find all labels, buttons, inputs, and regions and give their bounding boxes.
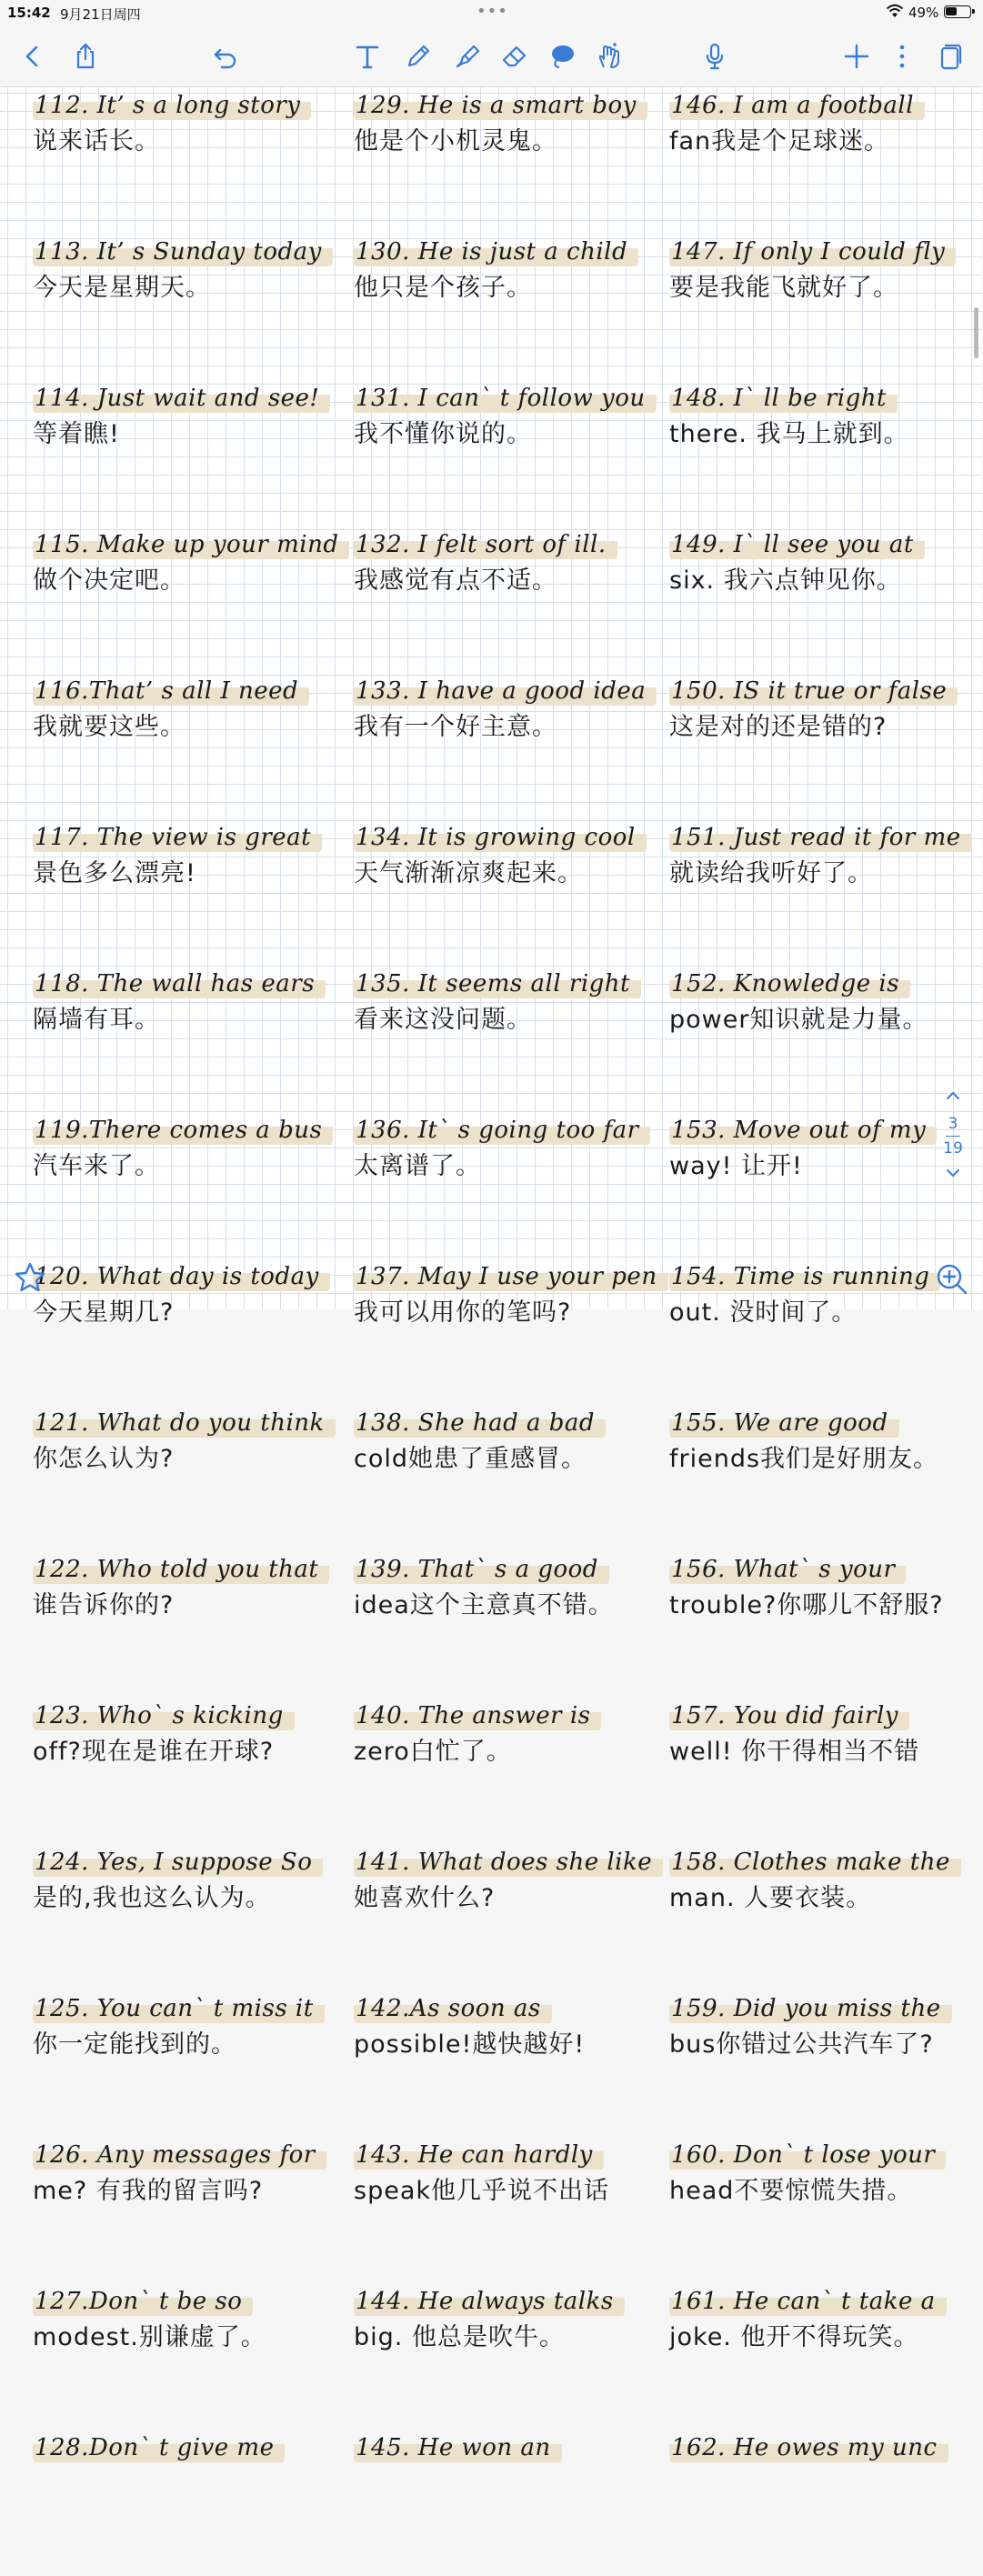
english-phrase: 156. What` s your [669, 1551, 906, 1588]
note-entry [669, 380, 983, 526]
english-phrase: 122. Who told you that [33, 1551, 329, 1588]
chinese-translation: cold她患了重感冒。 [354, 1445, 587, 1473]
chinese-translation: 这是对的还是错的? [669, 713, 888, 741]
chinese-translation: off?现在是谁在开球? [33, 1738, 275, 1766]
page-down-icon[interactable] [933, 1165, 973, 1192]
english-phrase: 145. He won an [354, 2430, 562, 2466]
english-phrase: 152. Knowledge is [669, 966, 910, 1002]
english-phrase: 129. He is a smart boy [354, 87, 647, 124]
chinese-translation: trouble?你哪儿不舒服? [669, 1591, 944, 1619]
english-phrase: 116.That’ s all I need [33, 673, 309, 709]
eraser-tool-icon[interactable] [497, 38, 533, 75]
english-phrase: 118. The wall has ears [33, 966, 326, 1002]
english-phrase: 141. What does she like [354, 1844, 663, 1880]
total-pages-number: 19 [943, 1139, 963, 1158]
english-phrase: 123. Who` s kicking [33, 1698, 295, 1734]
note-entry [669, 2430, 983, 2576]
english-phrase: 150. IS it true or false [669, 673, 958, 709]
chinese-translation: 汽车来了。 [33, 1152, 160, 1180]
english-phrase: 130. He is just a child [354, 234, 638, 270]
note-entry [354, 87, 667, 234]
chinese-translation: well! 你干得相当不错 [669, 1738, 920, 1766]
english-phrase: 112. It’ s a long story [33, 87, 311, 124]
pages-icon[interactable] [931, 38, 968, 75]
chinese-translation: speak他几乎说不出话 [354, 2177, 609, 2205]
page-up-icon[interactable] [933, 1088, 973, 1115]
english-phrase: 148. I` ll be right [669, 380, 898, 416]
english-phrase: 154. Time is running [669, 1258, 940, 1295]
english-phrase: 136. It` s going too far [354, 1112, 650, 1148]
chinese-translation: 隔墙有耳。 [33, 1006, 160, 1034]
note-entry [669, 526, 983, 673]
chinese-translation: 做个决定吧。 [33, 566, 186, 595]
notes-column-2 [354, 87, 667, 2576]
note-entry [33, 1551, 346, 1698]
chinese-translation: 就读给我听好了。 [669, 859, 873, 887]
note-entry [33, 2283, 346, 2430]
note-entry [669, 1844, 983, 1990]
note-entry [33, 87, 346, 234]
battery-icon [944, 5, 971, 18]
chinese-translation: 我可以用你的笔吗? [354, 1298, 572, 1327]
chinese-translation: 她喜欢什么? [354, 1884, 496, 1912]
note-entry [354, 526, 667, 673]
note-entry [354, 819, 667, 966]
chinese-translation: fan我是个足球迷。 [669, 127, 890, 155]
toolbar [0, 25, 982, 87]
chinese-translation: idea这个主意真不错。 [354, 1591, 614, 1619]
favorite-star-icon[interactable] [9, 1257, 55, 1302]
note-entry [354, 2137, 667, 2283]
share-icon[interactable] [67, 38, 104, 75]
english-phrase: 114. Just wait and see! [33, 380, 330, 416]
zoom-icon[interactable] [931, 1258, 977, 1304]
chinese-translation: 景色多么漂亮! [33, 859, 196, 887]
note-entry [669, 87, 983, 234]
chinese-translation: possible!越快越好! [354, 2030, 586, 2059]
note-entry [354, 1844, 667, 1990]
wifi-icon [886, 4, 904, 22]
notes-column-3 [669, 87, 983, 2576]
chinese-translation: 太离谱了。 [354, 1152, 481, 1180]
page-divider [946, 1136, 960, 1137]
note-entry [669, 234, 983, 380]
note-entry [33, 234, 346, 380]
pen-tool-icon[interactable] [400, 38, 436, 75]
chinese-translation: power知识就是力量。 [669, 1006, 928, 1034]
chinese-translation: joke. 他开不得玩笑。 [669, 2323, 919, 2351]
note-entry [33, 2137, 346, 2283]
note-entry [33, 1698, 346, 1844]
english-phrase: 147. If only I could fly [669, 234, 956, 270]
text-tool-icon[interactable] [349, 38, 386, 75]
chinese-translation: me? 有我的留言吗? [33, 2177, 264, 2205]
english-phrase: 113. It’ s Sunday today [33, 234, 333, 270]
note-entry [33, 526, 346, 673]
english-phrase: 137. May I use your pen [354, 1258, 668, 1295]
english-phrase: 139. That` s a good [354, 1551, 609, 1588]
chinese-translation: 要是我能飞就好了。 [669, 274, 898, 302]
chinese-translation: 等着瞧! [33, 420, 120, 448]
chinese-translation: 你怎么认为? [33, 1445, 175, 1473]
english-phrase: 161. He can` t take a [669, 2283, 947, 2320]
note-entry [354, 966, 667, 1112]
english-phrase: 158. Clothes make the [669, 1844, 961, 1880]
note-entry [669, 2283, 983, 2430]
english-phrase: 120. What day is today [33, 1258, 330, 1295]
english-phrase: 149. I` ll see you at [669, 526, 925, 563]
current-page-number: 3 [948, 1115, 958, 1133]
english-phrase: 117. The view is great [33, 819, 322, 856]
note-entry [669, 1698, 983, 1844]
english-phrase: 144. He always talks [354, 2283, 625, 2320]
english-phrase: 155. We are good [669, 1405, 899, 1441]
english-phrase: 125. You can` t miss it [33, 1990, 325, 2027]
note-entry [669, 1990, 983, 2137]
english-phrase: 124. Yes, I suppose So [33, 1844, 323, 1880]
chinese-translation: 天气渐渐凉爽起来。 [354, 859, 583, 887]
english-phrase: 162. He owes my unc [669, 2430, 948, 2466]
chinese-translation: big. 他总是吹牛。 [354, 2323, 565, 2351]
note-entry [354, 2283, 667, 2430]
chinese-translation: zero白忙了。 [354, 1738, 512, 1766]
note-entry [354, 673, 667, 819]
english-phrase: 115. Make up your mind [33, 526, 349, 563]
chinese-translation: modest.别谦虚了。 [33, 2323, 266, 2351]
note-entry [354, 1112, 667, 1258]
chinese-translation: bus你错过公共汽车了? [669, 2030, 934, 2059]
note-entry [669, 1405, 983, 1551]
english-phrase: 127.Don` t be so [33, 2283, 253, 2320]
chinese-translation: way! 让开! [669, 1152, 803, 1180]
chinese-translation: friends我们是好朋友。 [669, 1445, 939, 1473]
hand-tool-icon[interactable] [591, 38, 627, 75]
highlighter-tool-icon[interactable] [449, 38, 486, 75]
battery-percent: 49% [908, 5, 939, 21]
notes-column-1 [33, 87, 346, 2576]
chinese-translation: 说来话长。 [33, 127, 160, 155]
english-phrase: 134. It is growing cool [354, 819, 647, 856]
english-phrase: 135. It seems all right [354, 966, 641, 1002]
page-indicator [933, 1088, 973, 1215]
note-entry [33, 819, 346, 966]
microphone-icon[interactable] [697, 38, 733, 75]
note-entry [354, 1405, 667, 1551]
note-entry [354, 2430, 667, 2576]
note-entry [33, 966, 346, 1112]
note-entry [354, 380, 667, 526]
scrollbar-thumb[interactable] [974, 307, 978, 358]
note-entry [669, 819, 983, 966]
note-entry [33, 380, 346, 526]
note-entry [354, 1698, 667, 1844]
english-phrase: 131. I can` t follow you [354, 380, 657, 416]
chinese-translation: 我不懂你说的。 [354, 420, 532, 448]
chinese-translation: 谁告诉你的? [33, 1591, 175, 1619]
note-entry [33, 1990, 346, 2137]
english-phrase: 151. Just read it for me [669, 819, 972, 856]
note-entry [33, 2430, 346, 2576]
note-entry [33, 1405, 346, 1551]
chinese-translation: head不要惊慌失措。 [669, 2177, 913, 2205]
chinese-translation: 是的,我也这么认为。 [33, 1884, 271, 1912]
more-icon[interactable] [884, 38, 920, 75]
english-phrase: 142.As soon as [354, 1990, 552, 2027]
english-phrase: 119.There comes a bus [33, 1112, 333, 1148]
english-phrase: 157. You did fairly [669, 1698, 909, 1734]
note-entry [669, 1551, 983, 1698]
chinese-translation: 他只是个孩子。 [354, 274, 532, 302]
notebook-page[interactable] [0, 87, 982, 2461]
note-entry [33, 1258, 346, 1405]
note-entry [33, 673, 346, 819]
chinese-translation: six. 我六点钟见你。 [669, 566, 902, 595]
multitasking-dots-icon[interactable]: ••• [476, 2, 508, 21]
english-phrase: 138. She had a bad [354, 1405, 606, 1441]
chinese-translation: out. 没时间了。 [669, 1298, 858, 1327]
english-phrase: 159. Did you miss the [669, 1990, 952, 2027]
note-entry [354, 1258, 667, 1405]
note-entry [354, 1551, 667, 1698]
status-date: 9月21日周四 [60, 6, 141, 23]
undo-icon[interactable] [207, 38, 244, 75]
chinese-translation: 看来这没问题。 [354, 1006, 532, 1034]
back-icon[interactable] [15, 38, 51, 75]
english-phrase: 128.Don` t give me [33, 2430, 285, 2466]
lasso-tool-icon[interactable] [544, 38, 580, 75]
add-icon[interactable] [838, 38, 875, 75]
note-entry [354, 234, 667, 380]
status-bar [0, 0, 982, 25]
note-entry [33, 1112, 346, 1258]
chinese-translation: there. 我马上就到。 [669, 420, 909, 448]
note-entry [33, 1844, 346, 1990]
note-entry [354, 1990, 667, 2137]
chinese-translation: man. 人要衣装。 [669, 1884, 872, 1912]
english-phrase: 160. Don` t lose your [669, 2137, 946, 2173]
english-phrase: 140. The answer is [354, 1698, 601, 1734]
english-phrase: 146. I am a football [669, 87, 925, 124]
chinese-translation: 今天星期几? [33, 1298, 175, 1327]
chinese-translation: 我感觉有点不适。 [354, 566, 557, 595]
chinese-translation: 我有一个好主意。 [354, 713, 557, 741]
english-phrase: 132. I felt sort of ill. [354, 526, 617, 563]
english-phrase: 126. Any messages for [33, 2137, 326, 2173]
chinese-translation: 我就要这些。 [33, 713, 186, 741]
english-phrase: 133. I have a good idea [354, 673, 657, 709]
note-entry [669, 673, 983, 819]
english-phrase: 153. Move out of my [669, 1112, 937, 1148]
chinese-translation: 今天是星期天。 [33, 274, 211, 302]
english-phrase: 121. What do you think [33, 1405, 336, 1441]
note-entry [669, 2137, 983, 2283]
status-time: 15:42 [7, 5, 51, 21]
english-phrase: 143. He can hardly [354, 2137, 604, 2173]
chinese-translation: 你一定能找到的。 [33, 2030, 236, 2059]
chinese-translation: 他是个小机灵鬼。 [354, 127, 557, 155]
